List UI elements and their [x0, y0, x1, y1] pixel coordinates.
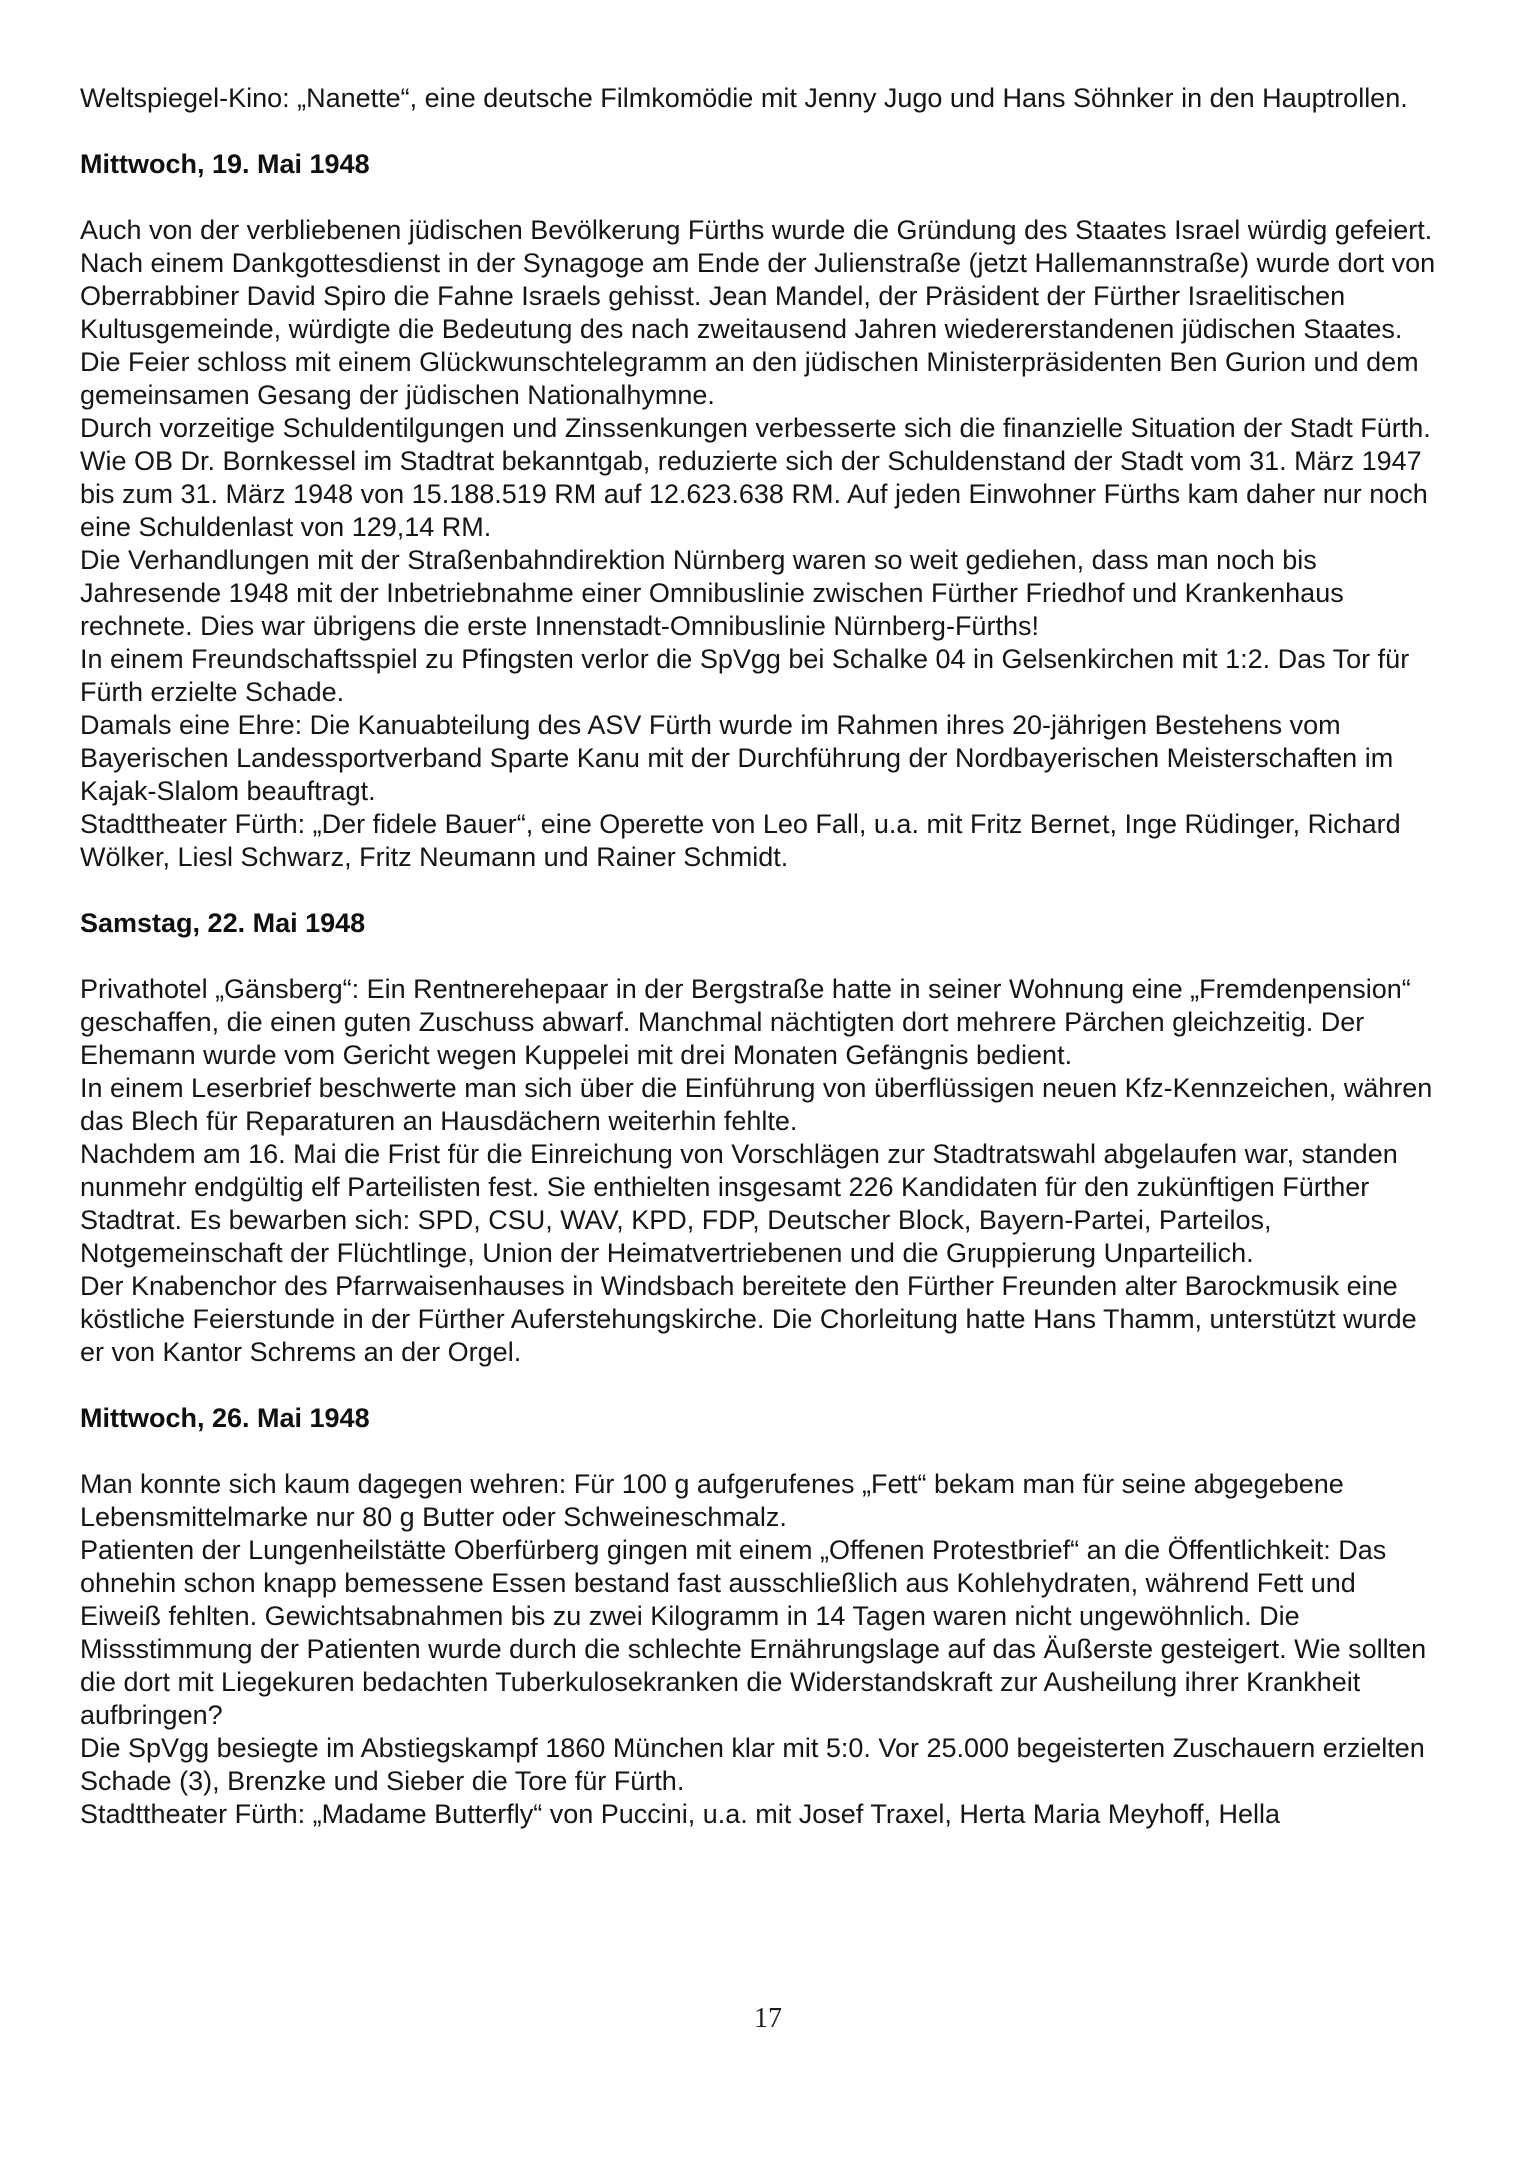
intro-section	[80, 82, 1444, 115]
section-mittwoch-26-mai-1948	[80, 1402, 1444, 1831]
section-heading: Mittwoch, 19. Mai 1948	[80, 149, 370, 179]
paragraph: Auch von der verbliebenen jüdischen Bevölkerung Fürths wurde die Gründung des Staates Israel würdig gefeiert. Nach einem Dankgottesdienst in der Synagoge am Ende der Julienstraße (jetzt Hallemannstraße) wurde dort von Oberrabbiner David Spiro die Fahne Israels gehisst. Jean Mandel, der Präsident der Fürther Israelitischen Kultusgemeinde, würdigte die Bedeutung des nach zweitausend Jahren wiedererstandenen jüdischen Staates. Die Feier schloss mit einem Glückwunschtelegramm an den jüdischen Ministerpräsidenten Ben Gurion und dem gemeinsamen Gesang der jüdischen Nationalhymne.	[80, 215, 1436, 410]
section-samstag-22-mai-1948	[80, 907, 1444, 1369]
section-heading: Mittwoch, 26. Mai 1948	[80, 1403, 370, 1433]
paragraph: Stadttheater Fürth: „Madame Butterfly“ von Puccini, u.a. mit Josef Traxel, Herta Maria Meyhoff, Hella	[80, 1799, 1280, 1829]
paragraph: Die Verhandlungen mit der Straßenbahndirektion Nürnberg waren so weit gediehen, dass man noch bis Jahresende 1948 mit der Inbetriebnahme einer Omnibuslinie zwischen Fürther Friedhof und Krankenhaus rechnete. Dies war übrigens die erste Innenstadt-Omnibuslinie Nürnberg-Fürths!	[80, 545, 1344, 641]
paragraph: In einem Leserbrief beschwerte man sich über die Einführung von überflüssigen neuen Kfz-Kennzeichen, währen das Blech für Reparaturen an Hausdächern weiterhin fehlte.	[80, 1073, 1433, 1136]
paragraph: Patienten der Lungenheilstätte Oberfürberg gingen mit einem „Offenen Protestbrief“ an die Öffentlichkeit: Das ohnehin schon knapp bemessene Essen bestand fast ausschließlich aus Kohlehydraten, während Fett und Eiweiß fehlten. Gewichtsabnahmen bis zu zwei Kilogramm in 14 Tagen waren nicht ungewöhnlich. Die Missstimmung der Patienten wurde durch die schlechte Ernährungslage auf das Äußerste gesteigert. Wie sollten die dort mit Liegekuren bedachten Tuberkulosekranken die Widerstandskraft zur Ausheilung ihrer Krankheit aufbringen?	[80, 1535, 1427, 1730]
paragraph: Nachdem am 16. Mai die Frist für die Einreichung von Vorschlägen zur Stadtratswahl abgelaufen war, standen nunmehr endgültig elf Parteilisten fest. Sie enthielten insgesamt 226 Kandidaten für den zukünftigen Fürther Stadtrat. Es bewarben sich: SPD, CSU, WAV, KPD, FDP, Deutscher Block, Bayern-Partei, Parteilos, Notgemeinschaft der Flüchtlinge, Union der Heimatvertriebenen und die Gruppierung Unparteilich.	[80, 1139, 1398, 1268]
paragraph: Durch vorzeitige Schuldentilgungen und Zinssenkungen verbesserte sich die finanzielle Situation der Stadt Fürth. Wie OB Dr. Bornkessel im Stadtrat bekanntgab, reduzierte sich der Schuldenstand der Stadt vom 31. März 1947 bis zum 31. März 1948 von 15.188.519 RM auf 12.623.638 RM. Auf jeden Einwohner Fürths kam daher nur noch eine Schuldenlast von 129,14 RM.	[80, 413, 1431, 542]
paragraph: Damals eine Ehre: Die Kanuabteilung des ASV Fürth wurde im Rahmen ihres 20-jährigen Bestehens vom Bayerischen Landessportverband Sparte Kanu mit der Durchführung der Nordbayerischen Meisterschaften im Kajak-Slalom beauftragt.	[80, 710, 1394, 806]
paragraph: Privathotel „Gänsberg“: Ein Rentnerehepaar in der Bergstraße hatte in seiner Wohnung eine „Fremdenpension“ geschaffen, die einen guten Zuschuss abwarf. Manchmal nächtigten dort mehrere Pärchen gleichzeitig. Der Ehemann wurde vom Gericht wegen Kuppelei mit drei Monaten Gefängnis bedient.	[80, 974, 1411, 1070]
paragraph: Weltspiegel-Kino: „Nanette“, eine deutsche Filmkomödie mit Jenny Jugo und Hans Söhnker in den Hauptrollen.	[80, 83, 1408, 113]
section-heading: Samstag, 22. Mai 1948	[80, 908, 366, 938]
page-number: 17	[754, 2003, 782, 2034]
paragraph: Man konnte sich kaum dagegen wehren: Für 100 g aufgerufenes „Fett“ bekam man für seine abgegebene Lebensmittelmarke nur 80 g Butter oder Schweineschmalz.	[80, 1469, 1344, 1532]
paragraph: In einem Freundschaftsspiel zu Pfingsten verlor die SpVgg bei Schalke 04 in Gelsenkirchen mit 1:2. Das Tor für Fürth erzielte Schade.	[80, 644, 1410, 707]
paragraph: Die SpVgg besiegte im Abstiegskampf 1860 München klar mit 5:0. Vor 25.000 begeisterten Zuschauern erzielten Schade (3), Brenzke und Sieber die Tore für Fürth.	[80, 1733, 1425, 1796]
paragraph: Der Knabenchor des Pfarrwaisenhauses in Windsbach bereitete den Fürther Freunden alter Barockmusik eine köstliche Feierstunde in der Fürther Auferstehungskirche. Die Chorleitung hatte Hans Thamm, unterstützt wurde er von Kantor Schrems an der Orgel.	[80, 1271, 1417, 1367]
section-mittwoch-19-mai-1948	[80, 148, 1444, 874]
paragraph: Stadttheater Fürth: „Der fidele Bauer“, eine Operette von Leo Fall, u.a. mit Fritz Bernet, Inge Rüdinger, Richard Wölker, Liesl Schwarz, Fritz Neumann und Rainer Schmidt.	[80, 809, 1401, 872]
